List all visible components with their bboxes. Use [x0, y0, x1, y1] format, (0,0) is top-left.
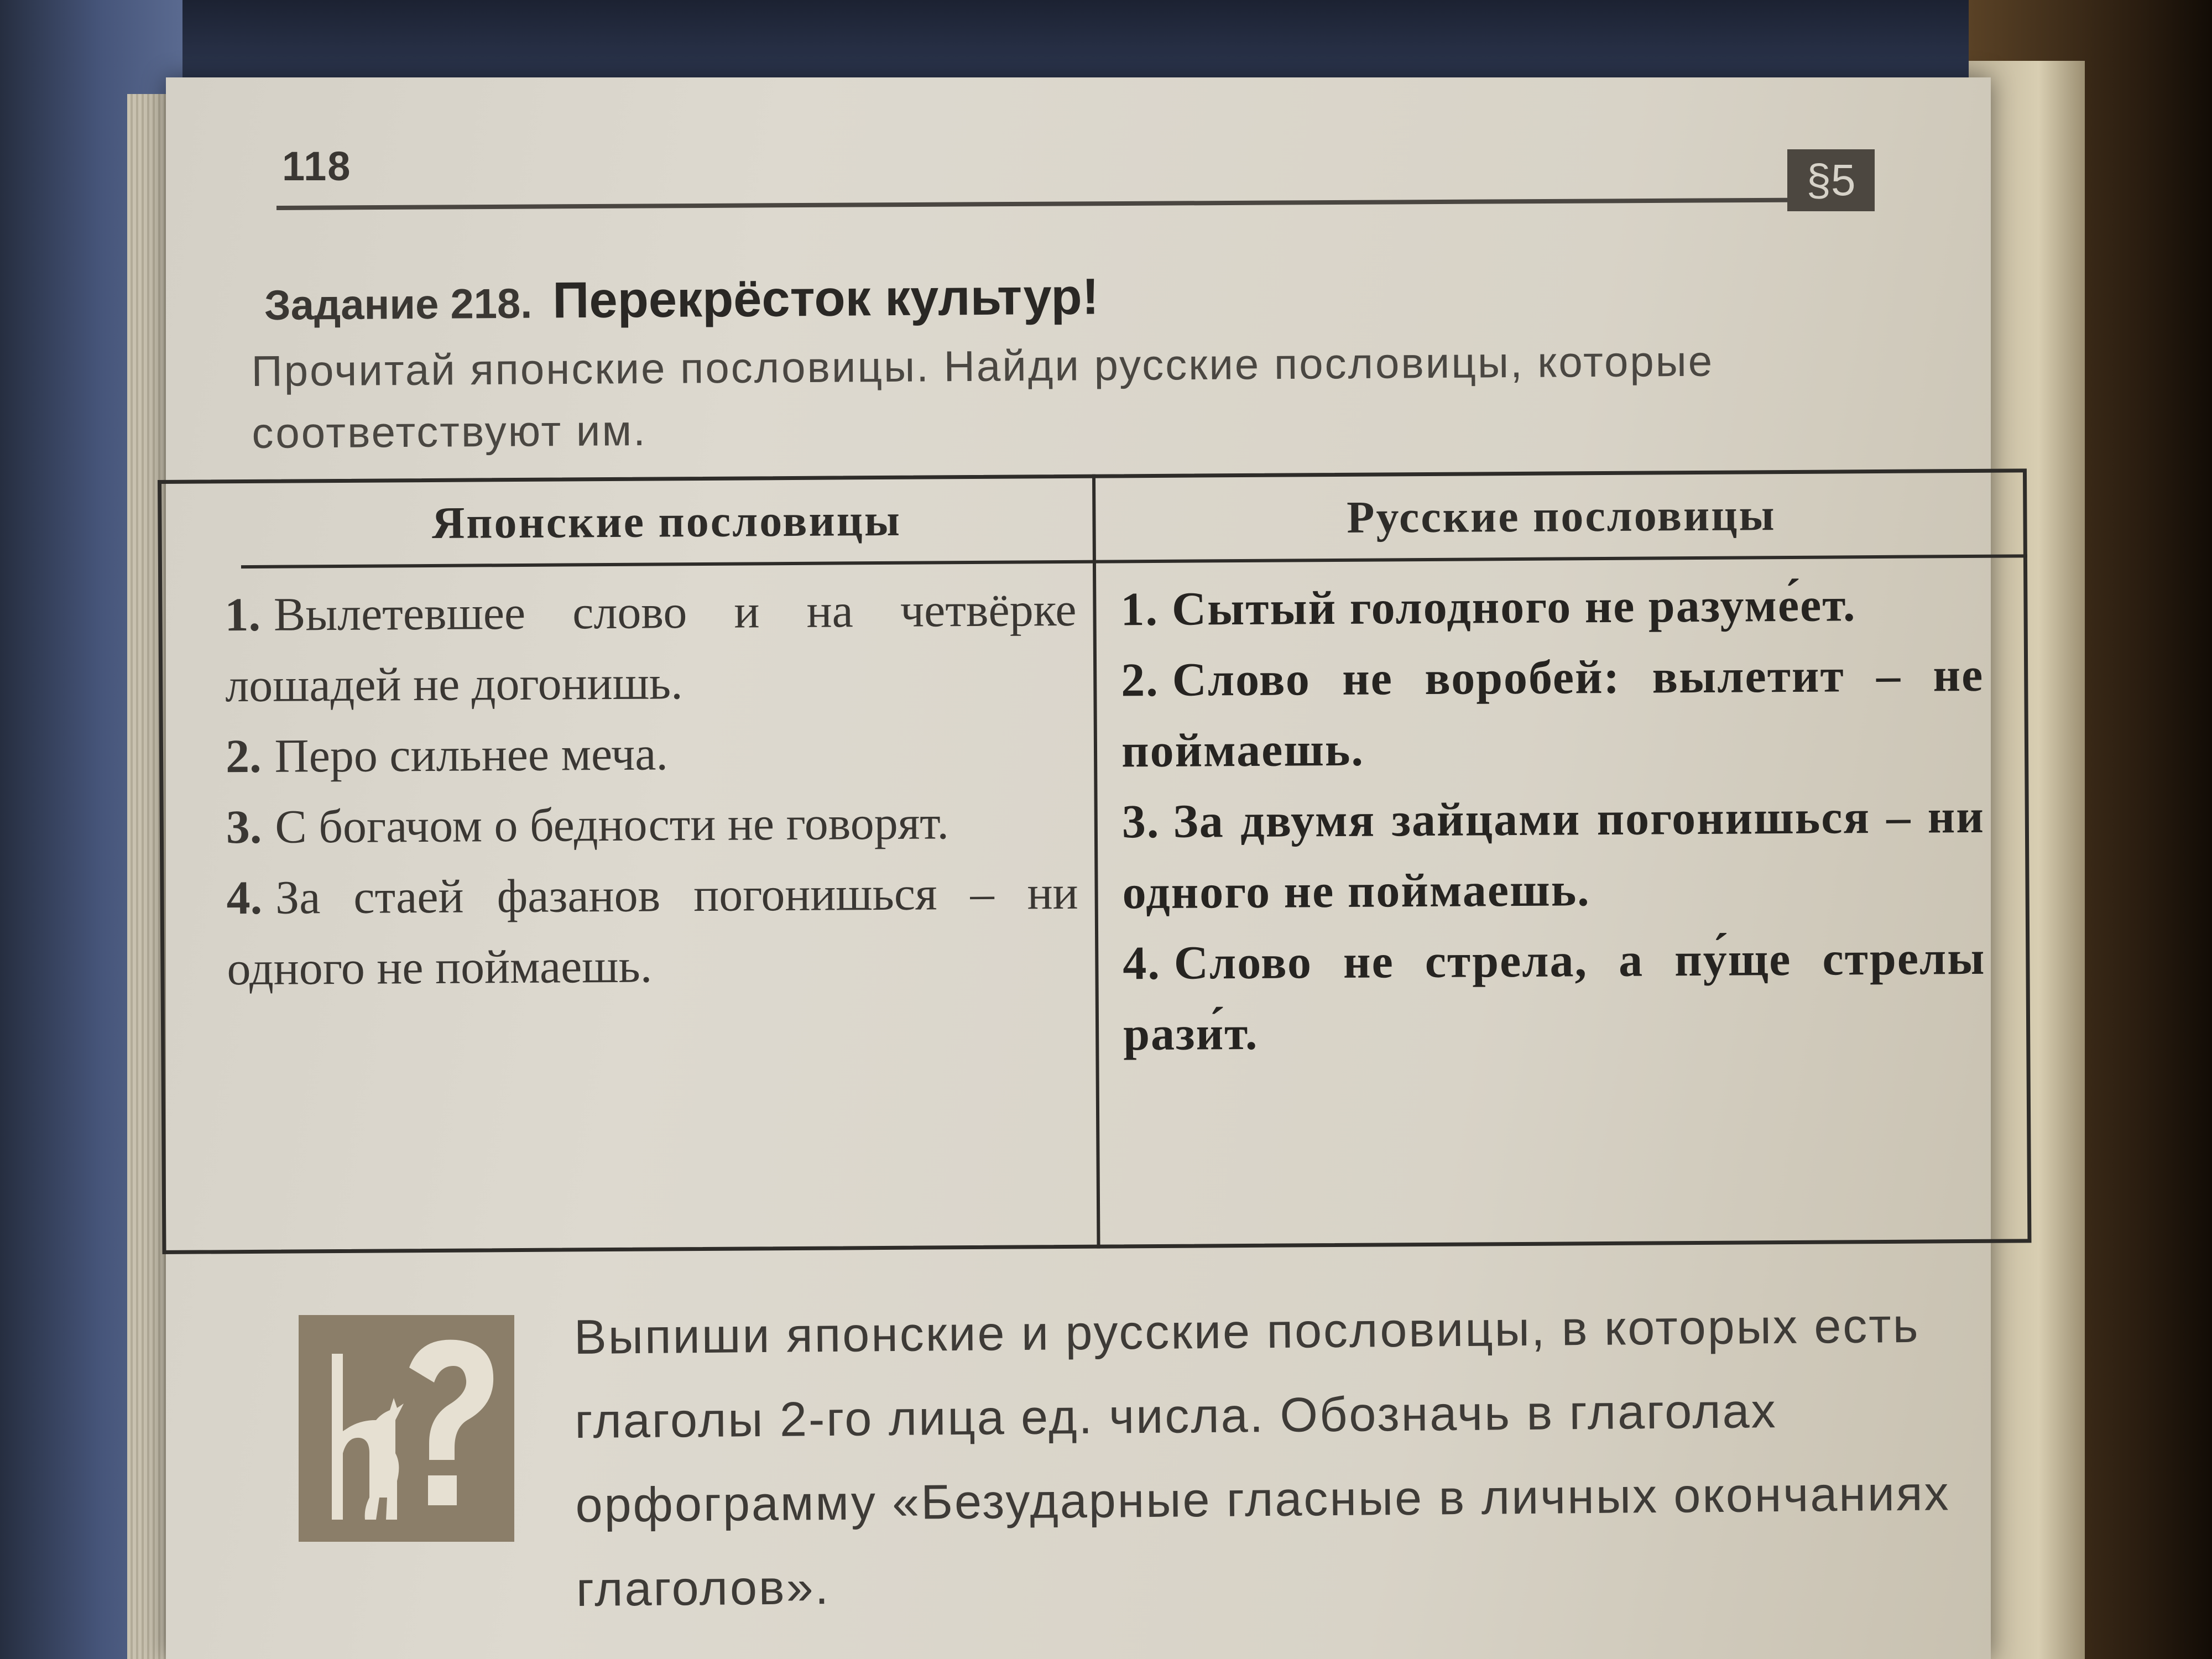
section-badge: §5 — [1787, 149, 1875, 211]
proverb-number: 4. — [1123, 936, 1161, 990]
proverb-text: Вылетевшее слово и на четвёрке лошадей не догонишь. — [225, 582, 1077, 712]
task-title: Перекрёсток культур! — [552, 268, 1099, 329]
proverb-text: Слово не стрела, а пу́ще стрелы рази́т. — [1123, 931, 1986, 1061]
proverb-text: Сытый голодного не разуме́ет. — [1171, 578, 1856, 635]
proverb-text: Перо сильнее меча. — [274, 727, 669, 782]
proverb-number: 1. — [1120, 582, 1159, 636]
page-number: 118 — [282, 143, 352, 189]
japanese-proverb — [225, 574, 1077, 721]
task-heading — [264, 268, 1099, 332]
task-label: Задание 218. — [264, 280, 533, 329]
japanese-proverb — [226, 786, 1078, 862]
proverb-text: С богачом о бедности не говорят. — [275, 796, 950, 853]
proverb-number: 3. — [1121, 794, 1160, 848]
proverb-number: 3. — [226, 800, 262, 854]
column-header-russian: Русские пословицы — [1347, 489, 1776, 542]
proverb-text: За стаей фазанов погонишься – ни одного не поймаешь. — [227, 865, 1078, 995]
column-header-japanese: Японские пословицы — [431, 494, 902, 548]
task-instruction: Прочитай японские пословицы. Найди русские пословицы, которые соответствуют им. — [251, 336, 1714, 457]
japanese-proverb — [226, 857, 1079, 1004]
japanese-proverbs-list — [225, 574, 1079, 1004]
proverb-number: 2. — [1120, 653, 1160, 707]
russian-proverb — [1123, 922, 1986, 1070]
question-cat-icon — [299, 1315, 514, 1542]
russian-proverbs-list — [1120, 568, 1986, 1070]
proverb-text: За двумя зайцами погонишься – ни одного не поймаешь. — [1122, 789, 1985, 919]
russian-proverb — [1121, 781, 1985, 928]
question-text: Выпиши японские и русские пословицы, в которых есть глаголы 2-го лица ед. числа. Обозначь в глаголах орфограмму «Безударные гласные в личных окончаниях глаголов». — [573, 1297, 1950, 1616]
proverb-number: 2. — [225, 729, 262, 783]
russian-proverb — [1121, 639, 1985, 786]
japanese-proverb — [226, 716, 1078, 791]
proverbs-table — [158, 468, 2031, 1254]
proverb-text: Слово не воробей: вылетит – не поймаешь. — [1121, 648, 1984, 778]
proverb-number: 1. — [225, 587, 261, 641]
proverb-number: 4. — [226, 870, 263, 925]
russian-proverb — [1120, 568, 1984, 645]
